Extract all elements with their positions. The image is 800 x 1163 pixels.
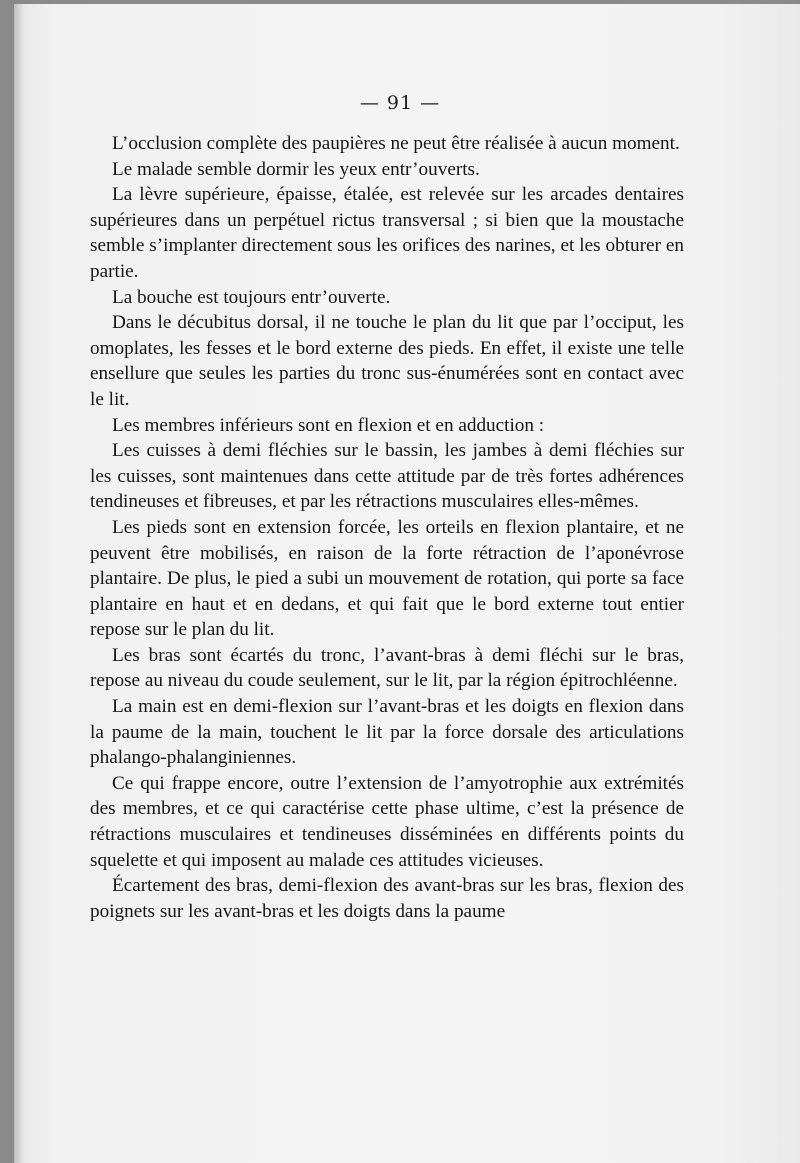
paragraph-retractions: Ce qui frappe encore, outre l’extension de l’amyotrophie aux extrémités des membres, et ce qui caractérise cette phase ultime, c’est la présence de rétractions musculaires et tendineuses disséminées en différents points du squelette et qui imposent au malade ces attitudes vicieuses.	[90, 772, 684, 871]
paragraph-occlusion: L’occlusion complète des paupières ne peut être réalisée à aucun moment.	[112, 133, 680, 154]
paragraph-bouche: La bouche est toujours entr’ouverte.	[112, 286, 391, 308]
paragraph-cuisses: Les cuisses à demi fléchies sur le bassin, les jambes à demi fléchies sur les cuisses, sont maintenues dans cette attitude par de très fortes adhérences tendineuses et fibreuses, et par les rétractions musculaires elles-mêmes.	[90, 440, 684, 513]
body-text	[90, 131, 684, 924]
paragraph-main: La main est en demi-flexion sur l’avant-bras et les doigts en flexion dans la paume de la main, touchent le lit par la force dorsale des articulations phalango-phalanginiennes.	[90, 696, 684, 769]
paragraph-ecartement: Écartement des bras, demi-flexion des avant-bras sur les bras, flexion des poignets sur les avant-bras et les doigts dans la paume	[90, 875, 684, 922]
page-number: — 91 —	[359, 92, 441, 114]
paragraph-levre: La lèvre supérieure, épaisse, étalée, est relevée sur les arcades dentaires supérieures dans un perpétuel rictus transversal ; si bien que la moustache semble s’implanter directement sous les orifices des narines, et les obturer en partie.	[90, 184, 684, 282]
paragraph-bras: Les bras sont écartés du tronc, l’avant-bras à demi fléchi sur le bras, repose au niveau du coude seulement, sur le lit, par la région épitrochléenne.	[90, 644, 684, 692]
paragraph-malade-dormir: Le malade semble dormir les yeux entr’ouverts.	[112, 158, 480, 180]
paragraph-pieds: Les pieds sont en extension forcée, les orteils en flexion plantaire, et ne peuvent être mobilisés, en raison de la forte rétraction de l’aponévrose plantaire. De plus, le pied a subi un mouvement de rotation, qui porte sa face plantaire en haut et en dedans, et qui fait que le bord externe tout entier repose sur le plan du lit.	[90, 516, 684, 641]
paragraph-membres-inferieurs: Les membres inférieurs sont en flexion et en adduction :	[112, 414, 545, 436]
paragraph-decubitus: Dans le décubitus dorsal, il ne touche le plan du lit que par l’occiput, les omoplates, les fesses et le bord externe des pieds. En effet, il existe une telle ensellure que seules les parties du tronc sus-énumérées sont en contact avec le lit.	[90, 312, 684, 410]
